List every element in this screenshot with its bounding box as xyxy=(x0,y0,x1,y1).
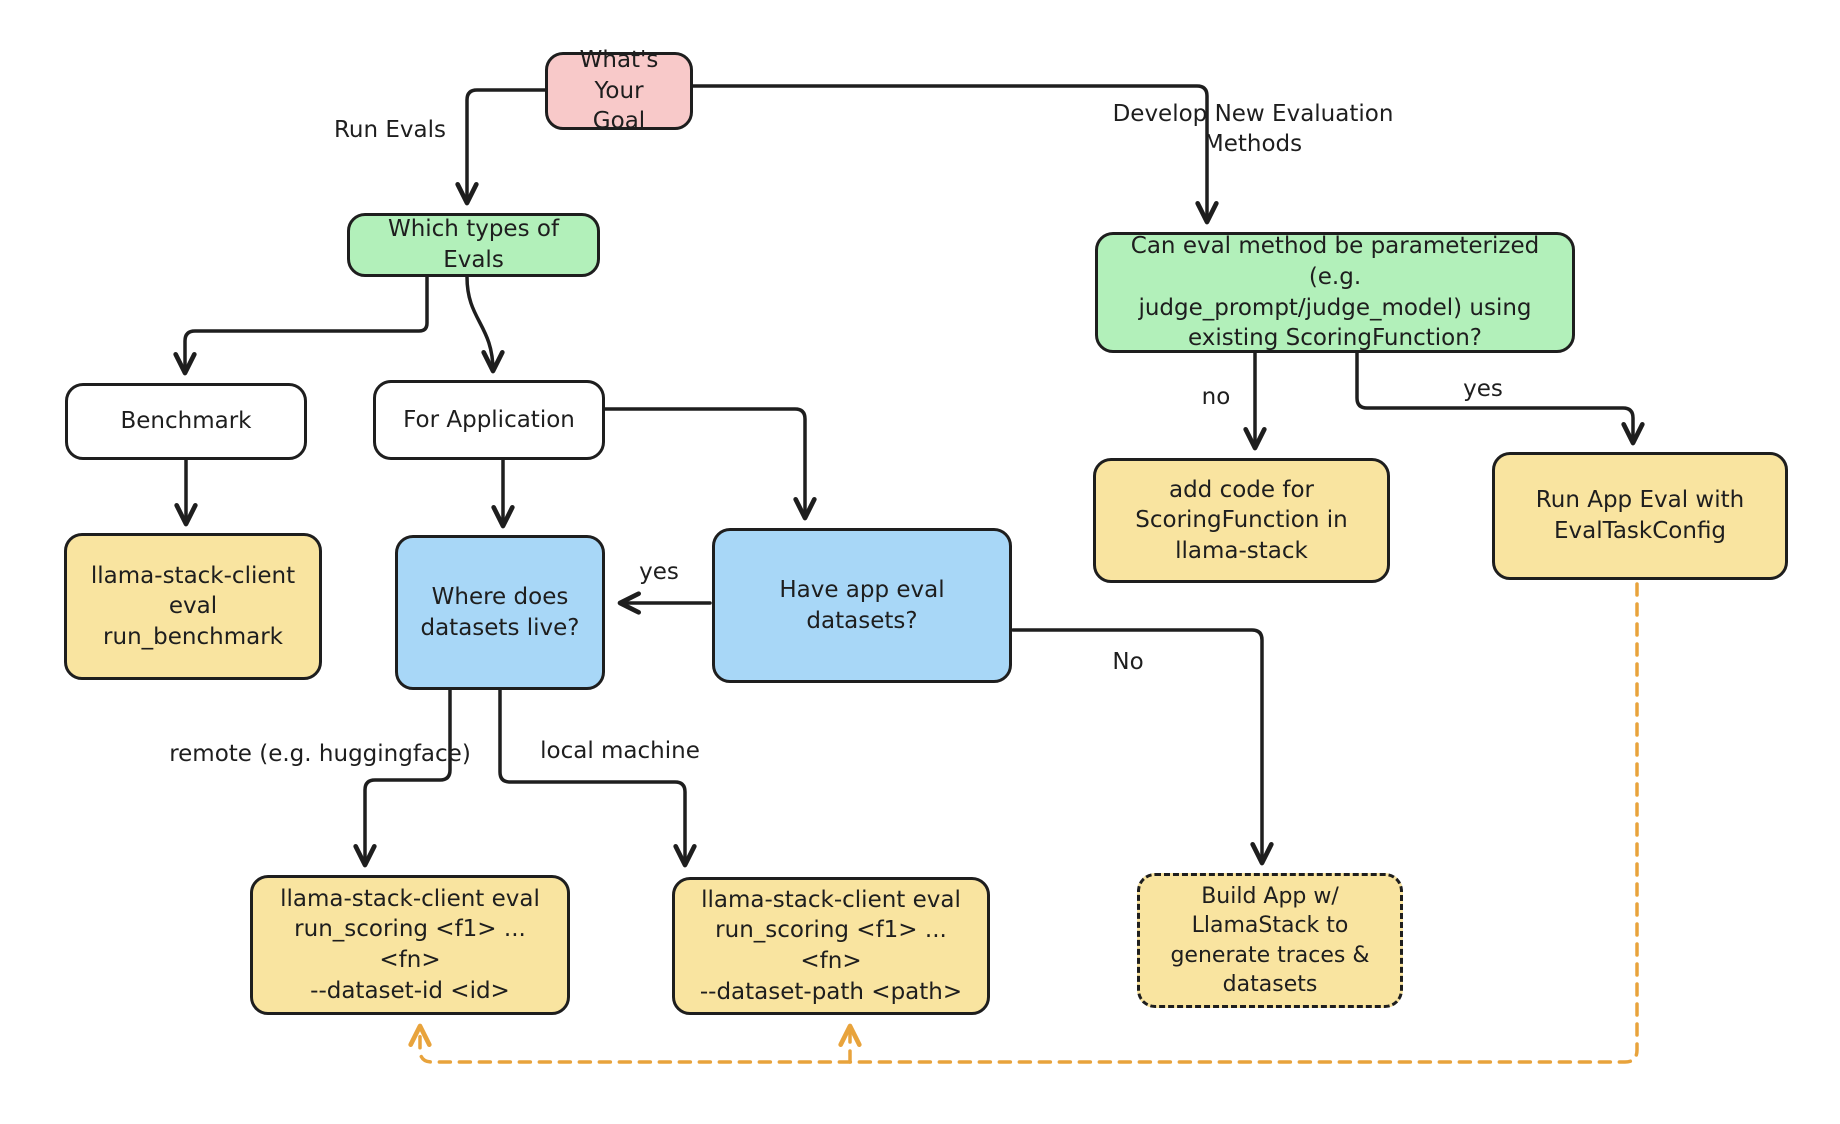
node-which-types-of-evals: Which types of Evals xyxy=(347,213,600,277)
node-run-scoring-dataset-id: llama-stack-client eval run_scoring <f1> ... <fn> --dataset-id <id> xyxy=(250,875,570,1015)
edge-label-remote-huggingface: remote (e.g. huggingface) xyxy=(169,741,471,767)
node-build-app-with-llamastack: Build App w/ LlamaStack to generate traces & datasets xyxy=(1137,873,1403,1008)
node-have-app-eval-datasets: Have app eval datasets? xyxy=(712,528,1012,683)
node-benchmark: Benchmark xyxy=(65,383,307,460)
node-run-benchmark-command: llama-stack-client eval run_benchmark xyxy=(64,533,322,680)
node-run-app-eval-with-evaltaskconfig: Run App Eval with EvalTaskConfig xyxy=(1492,452,1788,580)
edge-for-application-to-have-datasets xyxy=(605,409,805,518)
node-add-code-for-scoringfunction: add code for ScoringFunction in llama-stack xyxy=(1093,458,1390,583)
edge-goal-to-which-types xyxy=(467,90,545,203)
edge-where-datasets-to-run-scoring-path xyxy=(500,690,685,865)
node-where-does-datasets-live: Where does datasets live? xyxy=(395,535,605,690)
node-run-scoring-dataset-path: llama-stack-client eval run_scoring <f1> ... <fn> --dataset-path <path> xyxy=(672,877,990,1015)
node-can-eval-method-be-parameterized: Can eval method be parameterized (e.g. judge_prompt/judge_model) using existing ScoringFunction? xyxy=(1095,232,1575,353)
edge-label-yes-have-datasets: yes xyxy=(639,559,679,585)
edge-label-local-machine: local machine xyxy=(540,738,700,764)
node-whats-your-goal: What's Your Goal xyxy=(545,52,693,130)
edge-which-types-to-for-application xyxy=(467,277,493,371)
node-for-application: For Application xyxy=(373,380,605,460)
edge-label-no-have-datasets: No xyxy=(1112,649,1144,675)
edge-where-datasets-to-run-scoring-id xyxy=(365,690,450,865)
edge-which-types-to-benchmark xyxy=(185,277,427,373)
edge-label-develop-new-evaluation-methods: Develop New Evaluation Methods xyxy=(1112,101,1394,157)
edge-label-run-evals: Run Evals xyxy=(333,117,447,143)
edge-label-no-parameterized: no xyxy=(1201,384,1231,410)
edge-label-yes-parameterized: yes xyxy=(1463,376,1503,402)
